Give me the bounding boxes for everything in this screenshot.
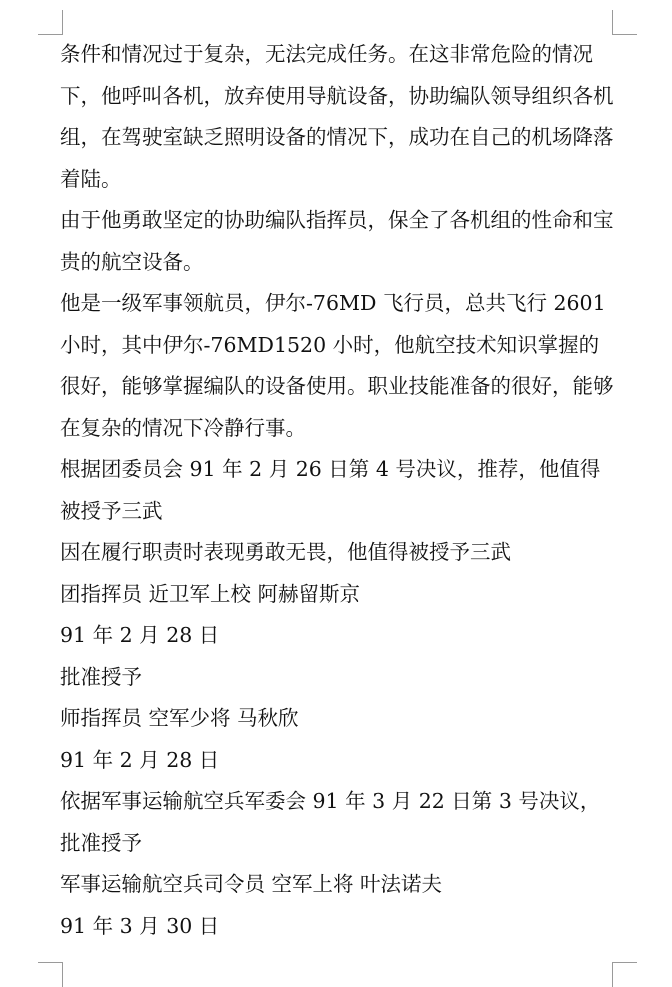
page-corner-mark-bottom-left	[38, 962, 63, 987]
paragraph-military-council-decision: 依据军事运输航空兵军委会 91 年 3 月 22 日第 3 号决议，批准授予	[60, 789, 601, 855]
paragraph-bravery-statement: 因在履行职责时表现勇敢无畏，他值得被授予三武	[60, 540, 511, 564]
date-division: 91 年 2 月 28 日	[60, 747, 220, 772]
paragraph-navigator-qualifications: 他是一级军事领航员，伊尔-76MD 飞行员，总共飞行 2601 小时，其中伊尔-76MD1520 小时，他航空技术知识掌握的很好，能够掌握编队的设备使用。职业技能准备的很好，能够在复杂的情况下冷静行事。	[60, 291, 614, 440]
signature-division-commander: 师指挥员 空军少将 马秋欣	[60, 706, 299, 730]
paragraph-crew-saved: 由于他勇敢坚定的协助编队指挥员，保全了各机组的性命和宝贵的航空设备。	[60, 208, 614, 274]
signature-transport-aviation-commander: 军事运输航空兵司令员 空军上将 叶法诺夫	[60, 872, 443, 896]
page-corner-mark-top-right	[612, 10, 637, 35]
document-body	[60, 34, 616, 947]
paragraph-regiment-decision: 根据团委员会 91 年 2 月 26 日第 4 号决议，推荐，他值得被授予三武	[60, 457, 601, 523]
approval-text-division: 批准授予	[60, 664, 142, 689]
page-corner-mark-bottom-right	[612, 962, 637, 987]
date-transport-aviation: 91 年 3 月 30 日	[60, 913, 220, 938]
date-regiment: 91 年 2 月 28 日	[60, 623, 220, 647]
paragraph-landing-situation: 条件和情况过于复杂，无法完成任务。在这非常危险的情况下，他呼叫各机，放弃使用导航设备，协助编队领导组织各机组，在驾驶室缺乏照明设备的情况下，成功在自己的机场降落着陆。	[60, 42, 614, 191]
page-corner-mark-top-left	[38, 10, 63, 35]
signature-regiment-commander: 团指挥员 近卫军上校 阿赫留斯京	[60, 581, 361, 606]
